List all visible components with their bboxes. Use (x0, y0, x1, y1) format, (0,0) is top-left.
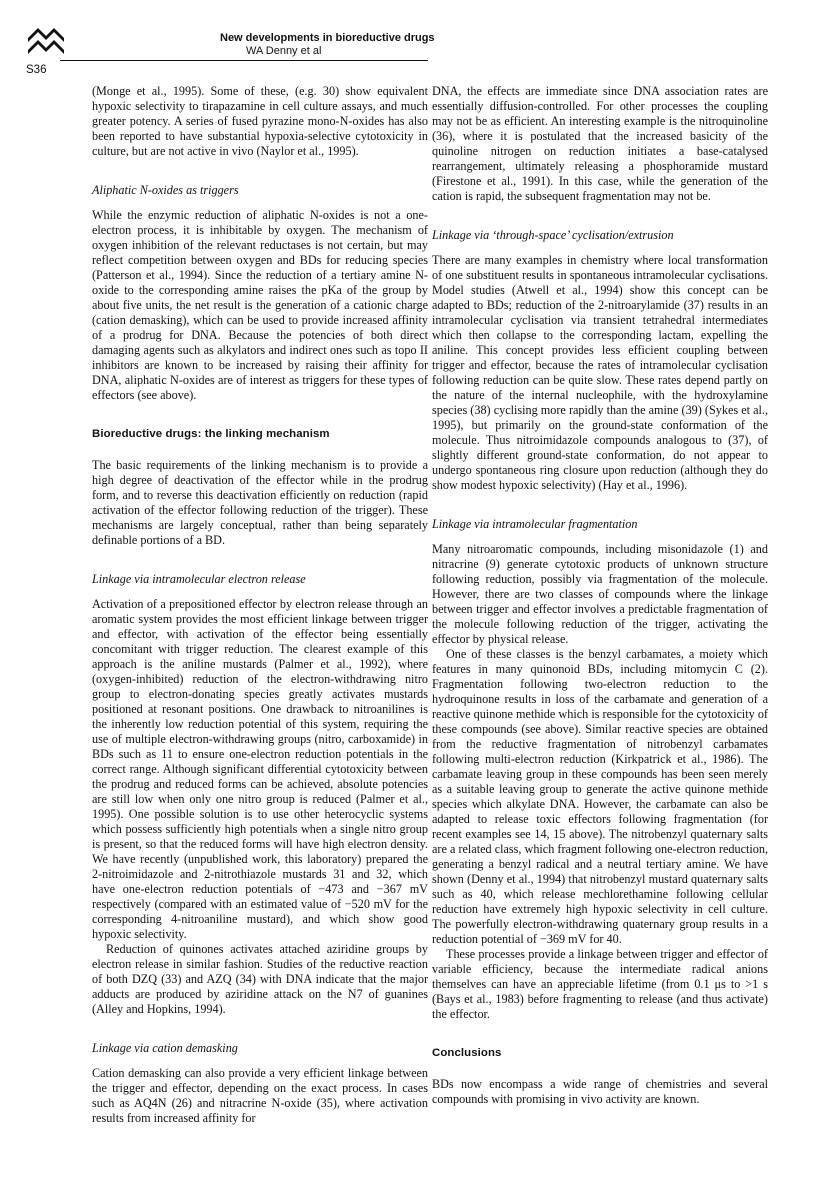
subheading-fragmentation: Linkage via intramolecular fragmentation (432, 517, 638, 531)
subheading-through-space: Linkage via ‘through-space’ cyclisation/extrusion (432, 228, 674, 242)
paragraph-aliphatic: While the enzymic reduction of aliphatic N-oxides is not a one-electron process, it is inhibitable by oxygen. The mechanism of oxygen inhibition of the relevant reductases is not certain, but may reflect competition between oxygen and BDs for reducing species (Patterson et al., 1994). Since the reduction of a tertiary amine N-oxide to the corresponding amine raises the pKa of the group by about five units, the net result is the generation of a cationic charge (cation demasking), which can be used to provide increased affinity of a prodrug for DNA. Because the potencies of both direct damaging agents such as alkylators and indirect ones such as topo II inhibitors are known to be increased by raising their affinity for DNA, aliphatic N-oxides are of interest as triggers for these types of effectors (see above). (92, 208, 428, 402)
paragraph-cation-demasking: Cation demasking can also provide a very efficient linkage between the trigger and effector, depending on the exact process. In cases such as AQ4N (26) and nitracrine N-oxide (35), where activation results from increased affinity for (92, 1066, 428, 1125)
left-column (92, 84, 428, 1126)
subheading-cation-demasking: Linkage via cation demasking (92, 1041, 238, 1055)
paragraph-fragmentation: Many nitroaromatic compounds, including misonidazole (1) and nitracrine (9) generate cytotoxic products of unknown structure following reduction, possibly via fragmentation of the molecule. However, there are two classes of compounds where the linkage between trigger and effector involves a predictable fragmentation of the molecule following reduction of the trigger, activating the effector by physical release. (432, 542, 768, 646)
paragraph-electron-release: Activation of a prepositioned effector by electron release through an aromatic system provides the most efficient linkage between trigger and effector, with activation of the effector being essentially concomitant with trigger reduction. The clearest example of this approach is the aniline mustards (Palmer et al., 1992), where (oxygen-inhibited) reduction of the electron-withdrawing nitro group to electron-donating species greatly activates mustards positioned at resonant positions. One drawback to nitroanilines is the inherently low reduction potential of this system, requiring the use of multiple electron-withdrawing groups (nitro, carboxamide) in BDs such as 11 to ensure one-electron reduction potentials in the correct range. Although significant differential cytotoxicity between the prodrug and reduced forms can be achieved, absolute potencies are still low when only one nitro group is reduced (Palmer et al., 1995). One possible solution is to use other heterocyclic systems which possess sufficiently high potentials when a single nitro group is present, so that the reduced forms will have high electron density. We have recently (unpublished work, this laboratory) prepared the 2-nitroimidazole and 2-nitrothiazole mustards 31 and 32, which have one-electron reduction potentials of −473 and −367 mV respectively (compared with an estimated value of −520 mV for the corresponding 4-nitroaniline mustard), and which show good hypoxic selectivity. (92, 597, 428, 941)
paragraph-continued-right: DNA, the effects are immediate since DNA association rates are essentially diffusion-controlled. For other processes the coupling may not be as efficient. An interesting example is the nitroquinoline (36), where it is postulated that the increased basicity of the quinoline nitrogen on reduction initiates a base-catalysed rearrangement, ultimately releasing a phosphoramide mustard (Firestone et al., 1991). In this case, while the generation of the cation is rapid, the subsequent fragmentation may not be. (432, 84, 768, 203)
paragraph-continued: (Monge et al., 1995). Some of these, (e.g. 30) show equivalent hypoxic selectivity to tirapazamine in cell culture assays, and much greater potency. A series of fused pyrazine mono-N-oxides has also been reported to have substantial hypoxia-selective cytotoxicity in culture, but are not active in vivo (Naylor et al., 1995). (92, 84, 428, 158)
subheading-electron-release: Linkage via intramolecular electron release (92, 572, 306, 586)
paragraph-quinones: Reduction of quinones activates attached aziridine groups by electron release in similar fashion. Studies of the reductive reaction of both DZQ (33) and AZQ (34) with DNA indicate that the major adducts are produced by aziridine attack on the N7 of guanines (Alley and Hopkins, 1994). (92, 942, 428, 1016)
paragraph-through-space: There are many examples in chemistry where local transformation of one substituent results in spontaneous intramolecular cyclisations. Model studies (Atwell et al., 1994) show this concept can be adapted to BDs; reduction of the 2-nitroarylamide (37) results in an intramolecular cyclisation via transient tetrahedral intermediates which then collapse to the corresponding lactam, expelling the aniline. This concept provides less efficient coupling between trigger and effector, because the rates of intramolecular cyclisation following reduction can be quite slow. These rates depend partly on the nature of the internal nucleophile, with the hydroxylamine species (38) cyclising more rapidly than the amine (39) (Sykes et al., 1995), but primarily on the ground-state conformation of the molecule. Thus nitroimidazole compounds analogous to (37), of slightly different ground-state conformation, do not appear to undergo spontaneous ring closure upon reduction (although they do show modest hypoxic selectivity) (Hay et al., 1996). (432, 253, 768, 492)
section-heading-linking-mechanism: Bioreductive drugs: the linking mechanism (92, 428, 330, 440)
running-header-title: New developments in bioreductive drugs (220, 32, 435, 44)
right-column (432, 84, 768, 1107)
paragraph-conclusions: BDs now encompass a wide range of chemistries and several compounds with promising in vivo activity are known. (432, 1077, 768, 1106)
running-header-authors: WA Denny et al (246, 45, 322, 57)
page-number: S36 (26, 64, 47, 76)
paragraph-benzyl-carbamates: One of these classes is the benzyl carbamates, a moiety which features in many quinonoid BDs, including mitomycin C (2). Fragmentation following two-electron reduction to the hydroquinone results in loss of the carbamate and generation of a reactive quinone methide which is responsible for the cytotoxicity of these compounds (see above). Similar reactive species are obtained from the reductive fragmentation of nitrobenzyl carbamates following multi-electron reduction (Kirkpatrick et al., 1986). The carbamate leaving group in these compounds has been seen merely as a suitable leaving group to generate the active quinone methide species which alkylate DNA. However, the carbamate can also be adapted to release toxic effectors following fragmentation (for recent examples see 14, 15 above). The nitrobenzyl quaternary salts are a related class, which fragment following one-electron reduction, generating a benzyl radical and a neutral tertiary amine. We have shown (Denny et al., 1994) that nitrobenzyl mustard quaternary salts such as 40, which release mechlorethamine following cellular reduction have extremely high hypoxic selectivity in cell culture. The powerfully electron-withdrawing quaternary group results in a reduction potential of −369 mV for 40. (432, 647, 768, 946)
subheading-aliphatic-n-oxides: Aliphatic N-oxides as triggers (92, 183, 239, 197)
publisher-logo (26, 20, 66, 60)
paragraph-linking: The basic requirements of the linking mechanism is to provide a high degree of deactivation of the effector while in the prodrug form, and to reverse this deactivation efficiently on reduction (rapid activation of the effector following reduction of the trigger). These mechanisms are largely conceptual, rather than being separately definable portions of a BD. (92, 458, 428, 547)
section-heading-conclusions: Conclusions (432, 1047, 502, 1059)
header-rule (60, 60, 428, 61)
paragraph-processes: These processes provide a linkage between trigger and effector of variable efficiency, because the intermediate radical anions themselves can have an appreciable lifetime (from 0.1 μs to >1 s (Bays et al., 1983) before fragmenting to release (and thus activate) the effector. (432, 947, 768, 1021)
